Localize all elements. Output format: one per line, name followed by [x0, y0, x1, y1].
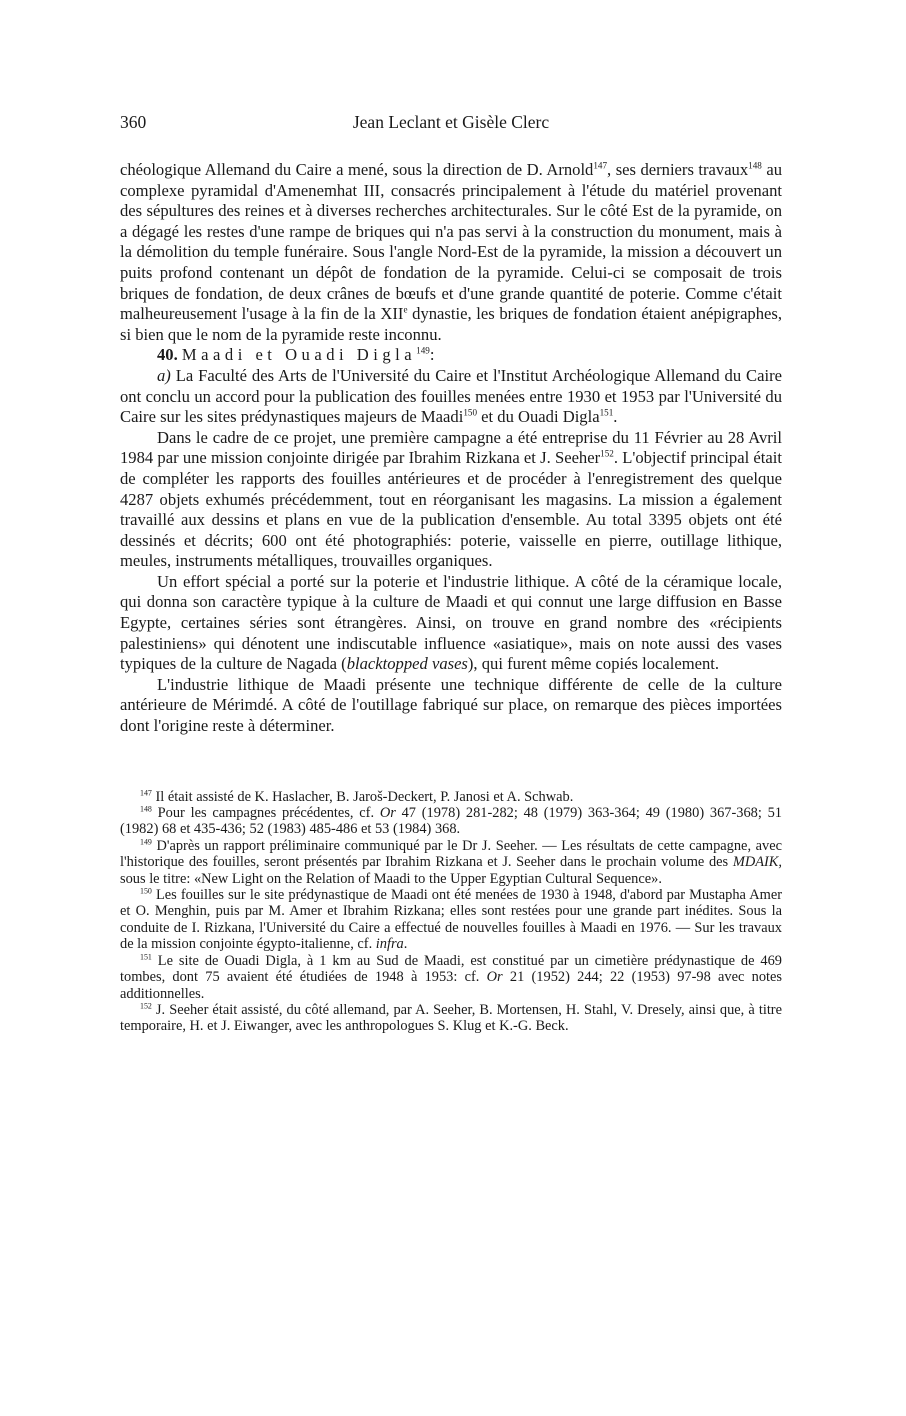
section-colon: : [429, 345, 435, 365]
footnote-number: 151 [140, 952, 152, 962]
text-run: dynastie, les briques de fondation étaient anépigraphes, si bien que le nom de la pyramide reste inconnu. [120, 304, 782, 344]
item-label: a) [157, 365, 171, 385]
footnote-ref-151: 151 [599, 407, 614, 418]
footnote-italic: MDAIK, [732, 854, 782, 871]
paragraph-1 [120, 160, 782, 345]
footnote-number: 150 [140, 886, 152, 896]
paragraph-4 [120, 572, 782, 675]
text-run: . [613, 407, 618, 427]
text-run: Un effort spécial a porté sur la poterie et l'industrie lithique. A côté de la céramique locale, qui donna son caractère typique à la culture de Maadi et qui connut une large diffusion en Basse Egypte, certaines séries sont étrangères. Ainsi, on trouve en grand nombre des «récipients palestiniens» qui dénotent une indiscutable influence «asiatique», mais on note aussi des vases typiques de la culture de Nagada ( [120, 571, 782, 674]
italic-term: blacktopped vases [346, 654, 468, 674]
section-number: 40. [157, 345, 178, 365]
text-run: ), qui furent même copiés localement. [467, 654, 720, 674]
page [120, 112, 782, 1035]
superscript-e: e [403, 304, 408, 315]
footnote-italic: Or [379, 805, 396, 822]
footnote-text: 47 (1978) 281-282; 48 (1979) 363-364; 49 (1980) 367-368; 51 (1982) 68 et 435-436; 52 (1983) 485-486 et 53 (1984) 368. [120, 805, 782, 838]
text-run: et du Ouadi Digla [477, 407, 600, 427]
footnote-text: Les fouilles sur le site prédynastique de Maadi ont été menées de 1930 à 1948, d'abord par Mustapha Amer et O. Menghin, puis par M. Amer et Ibrahim Rizkana; elles sont restées pour une grande part inédites. Sous la conduite de I. Rizkana, l'Université du Caire a effectué de nouvelles fouilles à Maadi en 1976. — Sur les travaux de la mission conjointe égypto-italienne, cf. [120, 887, 782, 953]
text-run: chéologique Allemand du Caire a mené, sous la direction de D. Arnold [120, 160, 594, 179]
text-run: Dans le cadre de ce projet, une première campagne a été entreprise du 11 Février au 28 Avril 1984 par une mission conjointe dirigée par Ibrahim Rizkana et J. Seeher [120, 427, 782, 468]
main-text [120, 160, 782, 737]
footnote-147 [120, 789, 782, 805]
footnote-149 [120, 838, 782, 887]
footnote-number: 148 [140, 804, 152, 814]
footnote-text: Il était assisté de K. Haslacher, B. Jaroš-Deckert, P. Janosi et A. Schwab. [151, 788, 574, 805]
paragraph-3 [120, 428, 782, 572]
text-run: . L'objectif principal était de compléter les rapports des fouilles antérieures et de procéder à l'enregistrement des quelque 4287 objets exhumés précédemment, tout en réorganisant les magasins. La mission a également travaillé aux dessins et plans en vue de la publication d'ensemble. Au total 3395 objets ont été dessinés et décrits; 600 ont été photographiés: poterie, vaisselle en pierre, outillage lithique, meules, instruments métalliques, trouvailles organiques. [120, 448, 782, 571]
text-run: La Faculté des Arts de l'Université du Caire et l'Institut Archéologique Allemand du Caire ont conclu un accord pour la publication des fouilles menées entre 1930 et 1953 par l'Université du Caire sur les sites prédynastiques majeurs de Maadi [120, 365, 782, 427]
footnote-number: 147 [140, 788, 152, 798]
text-run: au complexe pyramidal d'Amenemhat III, consacrés principalement à l'étude du matériel provenant des sépultures des reines et à diverses recherches architecturales. Sur le côté Est de la pyramide, on a dégagé les restes d'une rampe de briques qui n'a pas servi à la construction du monument, mais à la démolition du temple funéraire. Sous l'angle Nord-Est de la pyramide, la mission a découvert un puits profond contenant un dépôt de fondation de la pyramide. Celui-ci se composait de trois briques de fondation, de deux crânes de bœufs et d'une grande quantité de poterie. Comme c'était malheureusement l'usage à la fin de la XII [120, 160, 782, 324]
footnote-151 [120, 953, 782, 1002]
footnote-ref-147: 147 [593, 160, 608, 171]
footnote-text: D'après un rapport préliminaire communiqué par le Dr J. Seeher. — Les résultats de cette campagne, avec l'historique des fouilles, seront présentés par Ibrahim Rizkana et J. Seeher dans le prochain volume des [120, 837, 782, 871]
footnote-italic: Or [486, 969, 503, 986]
page-header [120, 112, 782, 138]
footnote-text: 21 (1952) 244; 22 (1953) 97-98 avec notes additionnelles. [120, 969, 782, 1002]
footnote-text: J. Seeher était assisté, du côté allemand, par A. Seeher, B. Mortensen, H. Stahl, V. Dresely, ainsi que, à titre temporaire, H. et J. Eiwanger, avec les anthropologues S. Klug et K.-G. Beck. [120, 1001, 782, 1035]
footnote-italic: infra [375, 936, 404, 953]
footnote-ref-148: 148 [748, 160, 762, 171]
page-number: 360 [120, 112, 147, 132]
text-run: , ses derniers travaux [607, 160, 749, 179]
footnote-text: Le site de Ouadi Digla, à 1 km au Sud de Maadi, est constitué par un cimetière prédynastique de 469 tombes, dont 75 avaient été étudiées de 1948 à 1953: cf. [120, 952, 782, 986]
footnote-number: 152 [140, 1001, 152, 1011]
footnote-ref-149: 149 [416, 345, 430, 356]
paragraph-2 [120, 366, 782, 428]
footnotes [120, 789, 782, 1035]
footnote-150 [120, 887, 782, 953]
running-title: Jean Leclant et Gisèle Clerc [352, 112, 550, 132]
text-run: L'industrie lithique de Maadi présente une technique différente de celle de la culture antérieure de Mérimdé. A côté de l'outillage fabriqué sur place, on remarque des pièces importées dont l'origine reste à déterminer. [120, 674, 782, 736]
footnote-number: 149 [140, 837, 152, 847]
footnote-ref-152: 152 [600, 448, 614, 459]
footnote-ref-150: 150 [463, 407, 477, 418]
section-heading [120, 345, 782, 366]
footnote-text: Pour les campagnes précédentes, cf. [151, 805, 380, 822]
footnote-148 [120, 805, 782, 838]
footnote-text: sous le titre: «New Light on the Relation of Maadi to the Upper Egyptian Cultural Sequence». [120, 870, 662, 887]
footnote-152 [120, 1002, 782, 1035]
paragraph-5 [120, 675, 782, 737]
section-title: Maadi et Ouadi Digla [181, 345, 417, 365]
footnote-text: . [403, 936, 408, 953]
